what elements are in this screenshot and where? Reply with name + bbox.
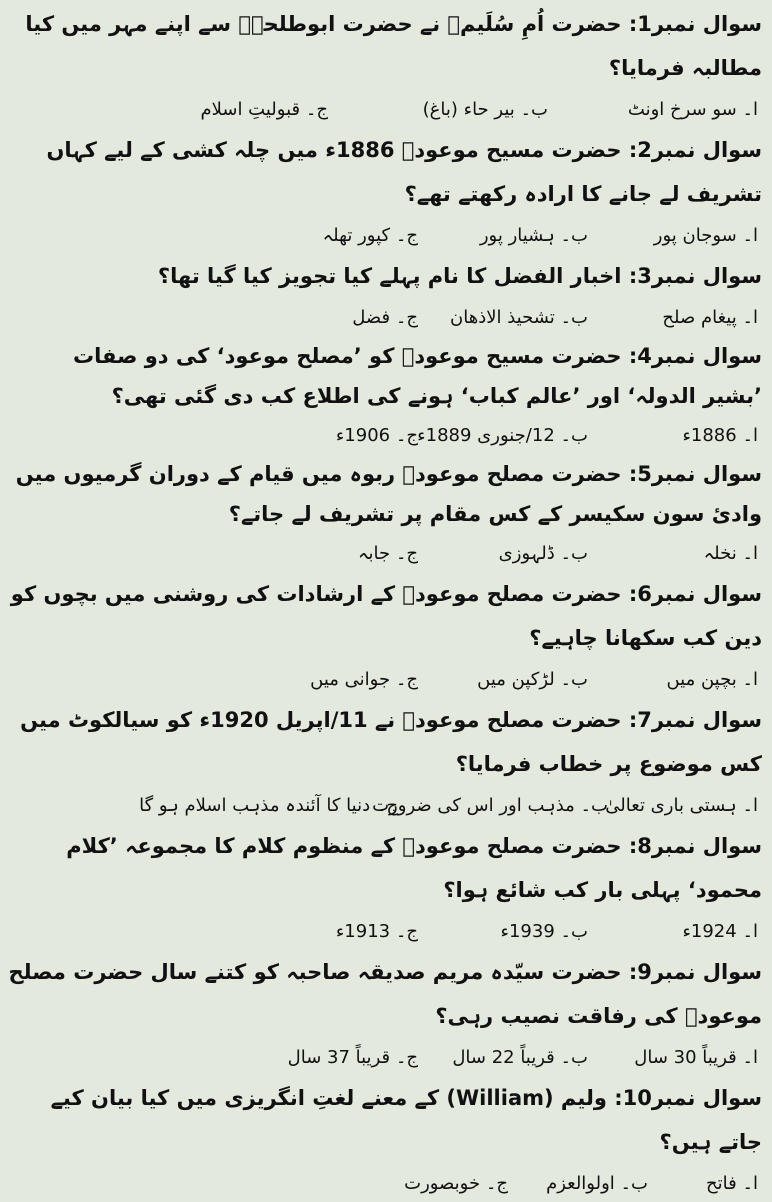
- option-c: ج۔ قریباً 37 سال: [287, 1046, 418, 1068]
- option-a: ا۔ قریباً 30 سال: [634, 1046, 758, 1068]
- question-7-options: [8, 786, 764, 824]
- question-4-options: [8, 416, 764, 454]
- question-4: [8, 336, 764, 454]
- question-1-options: [8, 90, 764, 128]
- question-3-label: سوال نمبر3:: [628, 264, 762, 288]
- question-9: [8, 950, 764, 1076]
- question-6-heading: [8, 572, 764, 660]
- option-c: ج۔ جابہ: [357, 542, 418, 564]
- option-a: ا۔ 1924ء: [682, 920, 758, 942]
- option-c: ج۔ جوانی میں: [310, 668, 418, 690]
- option-c: ج۔ فضل: [352, 306, 418, 328]
- option-c: ج۔ خوبصورت: [404, 1172, 508, 1194]
- question-5-options: [8, 534, 764, 572]
- option-c: ج۔ دنیا کا آئندہ مذہب اسلام ہو گا: [139, 794, 398, 816]
- question-3: [8, 254, 764, 336]
- question-6-options: [8, 660, 764, 698]
- question-10-heading: [8, 1076, 764, 1164]
- question-2-heading: [8, 128, 764, 216]
- question-7-text: حضرت مصلح موعودؓ نے 11/اپریل 1920ء کو سیالکوٹ میں کس موضوع پر خطاب فرمایا؟: [20, 708, 762, 776]
- question-1-label: سوال نمبر1:: [628, 12, 762, 36]
- question-10-options: [8, 1164, 764, 1202]
- question-8: [8, 824, 764, 950]
- question-1-text: حضرت اُمِ سُلَیمؓ نے حضرت ابوطلحہؓ سے اپنے مہر میں کیا مطالبہ فرمایا؟: [25, 12, 762, 80]
- question-2-options: [8, 216, 764, 254]
- option-a: ا۔ سوجان پور: [653, 224, 758, 246]
- question-5-text: حضرت مصلح موعودؓ ربوہ میں قیام کے دوران گرمیوں میں وادیٔ سون سکیسر کے کس مقام پر تشریف لے جاتے؟: [15, 462, 762, 526]
- option-b: ب۔ 1939ء: [500, 920, 588, 942]
- option-a: ا۔ نخلہ: [703, 542, 758, 564]
- question-6-text: حضرت مصلح موعودؓ کے ارشادات کی روشنی میں بچوں کو دین کب سکھانا چاہیے؟: [10, 582, 762, 650]
- question-10-label: سوال نمبر10:: [614, 1086, 762, 1110]
- option-a: ا۔ 1886ء: [682, 424, 758, 446]
- option-c: ج۔ 1913ء: [335, 920, 418, 942]
- question-5: [8, 454, 764, 572]
- question-9-label: سوال نمبر9:: [628, 960, 762, 984]
- question-1-heading: [8, 2, 764, 90]
- option-b: ب۔ مذہب اور اس کی ضرورت: [372, 794, 608, 816]
- question-4-label: سوال نمبر4:: [628, 344, 762, 368]
- question-5-label: سوال نمبر5:: [628, 462, 762, 486]
- option-b: ب۔ ڈلہوزی: [498, 542, 588, 564]
- question-1: [8, 2, 764, 128]
- option-b: ب۔ ہشیار پور: [479, 224, 588, 246]
- question-8-heading: [8, 824, 764, 912]
- question-9-text: حضرت سیّدہ مریم صدیقہ صاحبہ کو کتنے سال حضرت مصلح موعودؓ کی رفاقت نصیب رہی؟: [8, 960, 762, 1028]
- question-3-text: اخبار الفضل کا نام پہلے کیا تجویز کیا گیا تھا؟: [157, 264, 622, 288]
- question-3-heading: [8, 254, 764, 298]
- question-8-label: سوال نمبر8:: [628, 834, 762, 858]
- question-10: [8, 1076, 764, 1202]
- question-2-text: حضرت مسیح موعودؑ 1886ء میں چلہ کشی کے لیے کہاں تشریف لے جانے کا ارادہ رکھتے تھے؟: [46, 138, 762, 206]
- option-c: ج۔ 1906ء: [335, 424, 418, 446]
- option-b: ب۔ 12/جنوری 1889ء: [417, 424, 588, 446]
- option-a: ا۔ بچپن میں: [666, 668, 758, 690]
- question-2-label: سوال نمبر2:: [628, 138, 762, 162]
- option-b: ب۔ لڑکپن میں: [477, 668, 588, 690]
- question-7-label: سوال نمبر7:: [628, 708, 762, 732]
- option-b: ب۔ قریباً 22 سال: [452, 1046, 588, 1068]
- question-6-label: سوال نمبر6:: [628, 582, 762, 606]
- question-7: [8, 698, 764, 824]
- question-4-heading: [8, 336, 764, 416]
- question-9-heading: [8, 950, 764, 1038]
- option-c: ج۔ کپور تھلہ: [322, 224, 418, 246]
- option-b: ب۔ تشحیذ الاذھان: [450, 306, 588, 328]
- option-a: ا۔ پیغام صلح: [662, 306, 758, 328]
- question-7-heading: [8, 698, 764, 786]
- option-b: ب۔ بیر حاء (باغ): [422, 98, 548, 120]
- question-9-options: [8, 1038, 764, 1076]
- question-8-text: حضرت مصلح موعودؓ کے منظوم کلام کا مجموعہ ’کلام محمود‘ پہلی بار کب شائع ہوا؟: [66, 834, 762, 902]
- option-a: ا۔ سو سرخ اونٹ: [627, 98, 758, 120]
- option-b: ب۔ اولوالعزم: [546, 1172, 648, 1194]
- question-6: [8, 572, 764, 698]
- option-c: ج۔ قبولیتِ اسلام: [200, 98, 328, 120]
- question-4-text: حضرت مسیح موعودؑ کو ’مصلح موعود‘ کی دو صفات ’بشیر الدولہ‘ اور ’عالم کباب‘ ہونے کی اطلاع کب دی گئی تھی؟: [73, 344, 762, 408]
- question-10-text: ولیم (William) کے معنے لغتِ انگریزی میں کیا بیان کیے جاتے ہیں؟: [50, 1086, 762, 1154]
- question-8-options: [8, 912, 764, 950]
- question-3-options: [8, 298, 764, 336]
- option-a: ا۔ فاتح: [706, 1172, 758, 1194]
- option-a: ا۔ ہستی باری تعالیٰ: [605, 794, 758, 816]
- question-2: [8, 128, 764, 254]
- question-5-heading: [8, 454, 764, 534]
